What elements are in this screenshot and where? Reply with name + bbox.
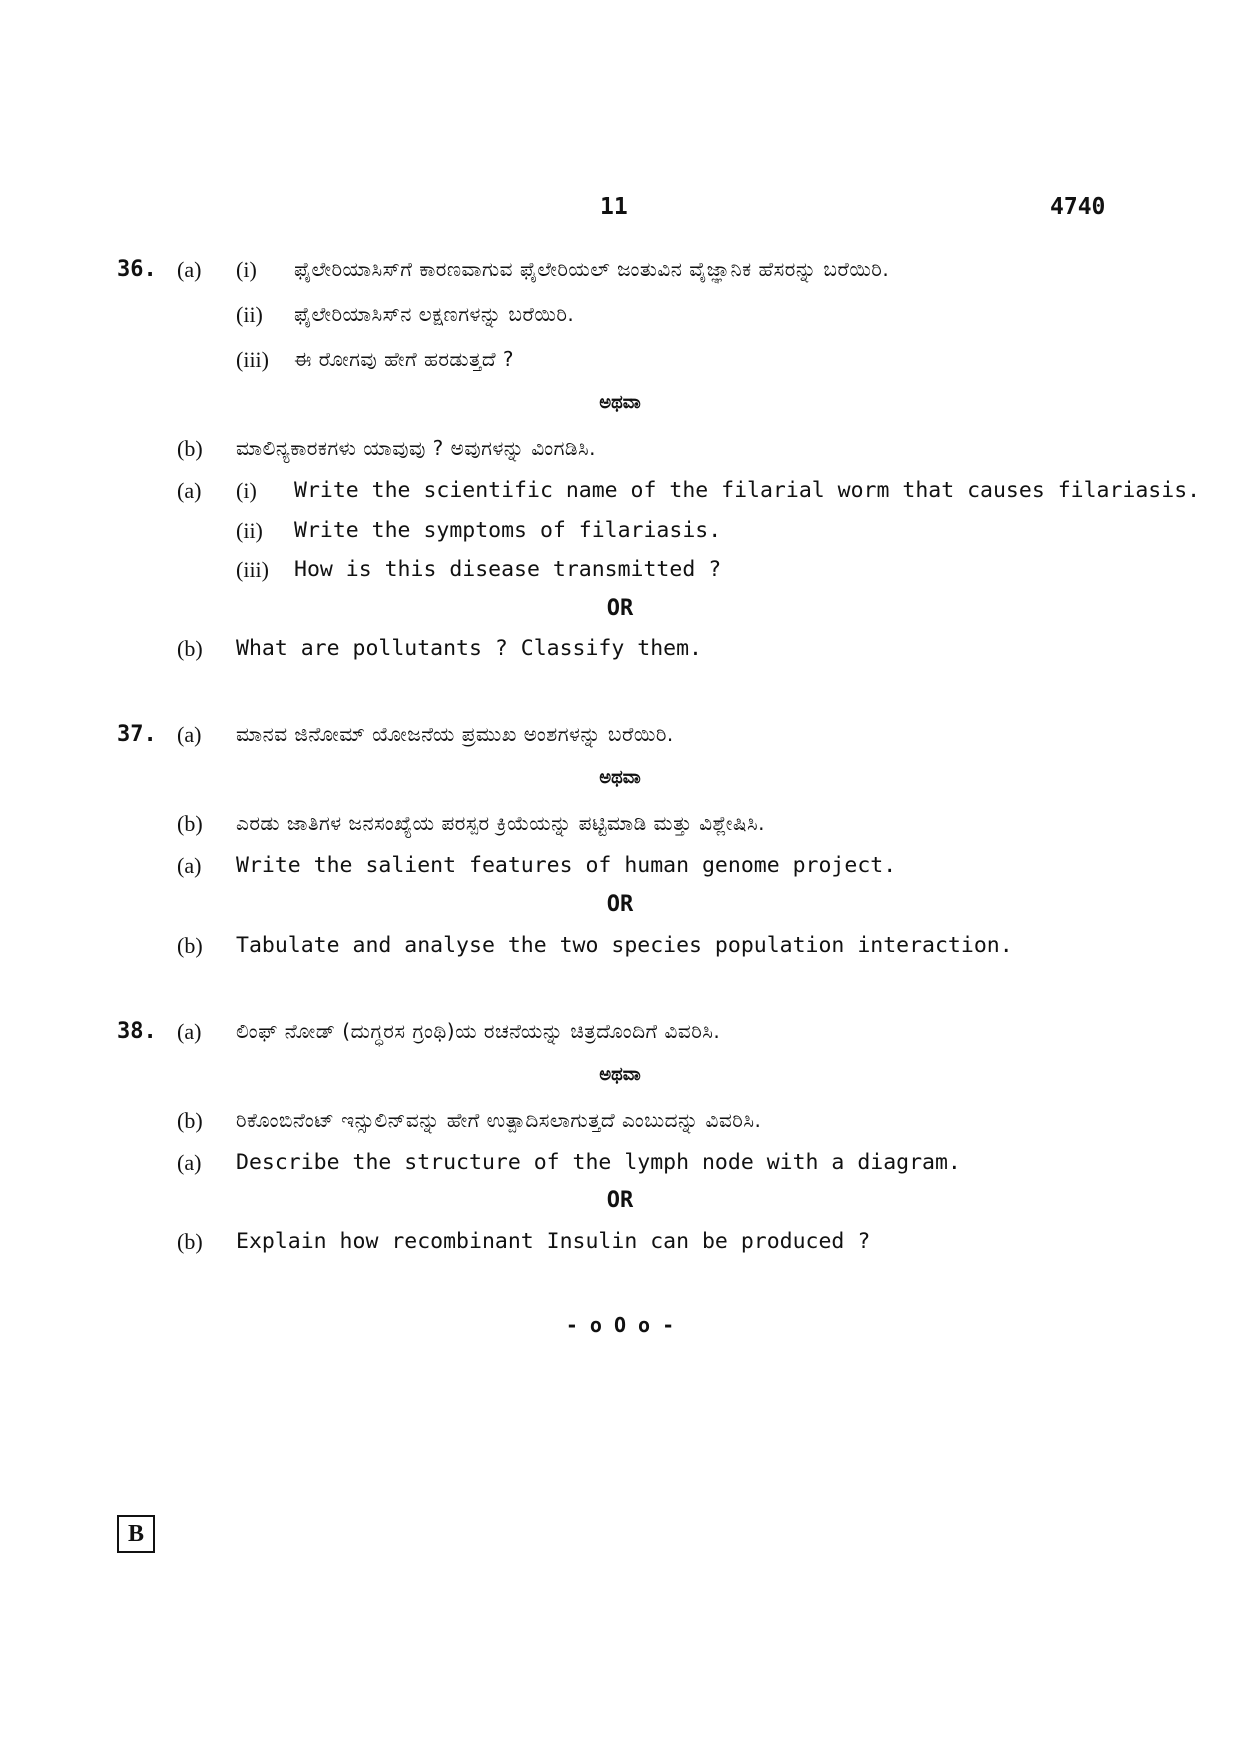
part-b-label: (b) bbox=[177, 1229, 203, 1254]
part-b-label: (b) bbox=[177, 436, 203, 461]
part-b-label: (b) bbox=[177, 811, 203, 836]
part-b-label: (b) bbox=[177, 933, 203, 958]
question-number: 36. bbox=[117, 257, 157, 282]
question-number: 38. bbox=[117, 1019, 157, 1044]
paper-code: 4740 bbox=[1050, 194, 1106, 220]
version-box: B bbox=[117, 1515, 155, 1553]
end-of-paper-mark: - o O o - bbox=[565, 1313, 675, 1337]
question-number: 37. bbox=[117, 722, 157, 747]
or-separator-en: OR bbox=[606, 892, 634, 917]
subpart-iii-text-en: How is this disease transmitted ? bbox=[294, 557, 722, 582]
part-a-label: (a) bbox=[177, 1019, 202, 1044]
subpart-iii-text-kn: ಈ ರೋಗವು ಹೇಗೆ ಹರಡುತ್ತದೆ ? bbox=[294, 347, 515, 371]
part-a-text-en: Describe the structure of the lymph node with a diagram. bbox=[236, 1150, 961, 1175]
subpart-iii-label: (iii) bbox=[236, 347, 269, 372]
or-separator-en: OR bbox=[606, 596, 634, 621]
part-a-label: (a) bbox=[177, 1150, 202, 1175]
part-b-label: (b) bbox=[177, 636, 203, 661]
part-b-text-kn: ಮಾಲಿನ್ಯಕಾರಕಗಳು ಯಾವುವು ? ಅವುಗಳನ್ನು ವಿಂಗಡಿಸಿ. bbox=[236, 436, 597, 460]
or-separator-kn: ಅಥವಾ bbox=[599, 392, 641, 413]
part-b-text-kn: ರಿಕೊಂಬಿನೆಂಟ್ ಇನ್ಸುಲಿನ್‌ವನ್ನು ಹೇಗೆ ಉತ್ಪಾದಿಸಲಾಗುತ್ತದೆ ಎಂಬುದನ್ನು ವಿವರಿಸಿ. bbox=[236, 1108, 762, 1132]
part-b-text-en: Explain how recombinant Insulin can be produced ? bbox=[236, 1229, 871, 1254]
part-a-label: (a) bbox=[177, 853, 202, 878]
or-separator-kn: ಅಥವಾ bbox=[599, 767, 641, 788]
part-b-text-en: Tabulate and analyse the two species population interaction. bbox=[236, 933, 1013, 958]
subpart-iii-label: (iii) bbox=[236, 557, 269, 582]
subpart-i-label: (i) bbox=[236, 257, 257, 282]
subpart-ii-label: (ii) bbox=[236, 518, 263, 543]
part-b-label: (b) bbox=[177, 1108, 203, 1133]
or-separator-en: OR bbox=[606, 1188, 634, 1213]
subpart-i-text-kn: ಫೈಲೇರಿಯಾಸಿಸ್‌ಗೆ ಕಾರಣವಾಗುವ ಫೈಲೇರಿಯಲ್ ಜಂತುವಿನ ವೈಜ್ಞಾನಿಕ ಹೆಸರನ್ನು ಬರೆಯಿರಿ. bbox=[294, 257, 890, 281]
subpart-ii-text-en: Write the symptoms of filariasis. bbox=[294, 518, 722, 543]
subpart-i-label: (i) bbox=[236, 478, 257, 503]
subpart-ii-text-kn: ಫೈಲೇರಿಯಾಸಿಸ್‌ನ ಲಕ್ಷಣಗಳನ್ನು ಬರೆಯಿರಿ. bbox=[294, 302, 575, 326]
subpart-i-text-en: Write the scientific name of the filarial worm that causes filariasis. bbox=[294, 478, 1201, 503]
or-separator-kn: ಅಥವಾ bbox=[599, 1064, 641, 1085]
subpart-ii-label: (ii) bbox=[236, 302, 263, 327]
part-b-text-kn: ಎರಡು ಜಾತಿಗಳ ಜನಸಂಖ್ಯೆಯ ಪರಸ್ಪರ ಕ್ರಿಯೆಯನ್ನು ಪಟ್ಟಿಮಾಡಿ ಮತ್ತು ವಿಶ್ಲೇಷಿಸಿ. bbox=[236, 811, 765, 835]
part-a-text-kn: ಲಿಂಫ್ ನೋಡ್ (ದುಗ್ಧರಸ ಗ್ರಂಥಿ)ಯ ರಚನೆಯನ್ನು ಚಿತ್ರದೊಂದಿಗೆ ವಿವರಿಸಿ. bbox=[236, 1019, 721, 1043]
part-a-label: (a) bbox=[177, 478, 202, 503]
part-a-text-en: Write the salient features of human genome project. bbox=[236, 853, 897, 878]
part-a-label: (a) bbox=[177, 257, 202, 282]
part-a-text-kn: ಮಾನವ ಜಿನೋಮ್ ಯೋಜನೆಯ ಪ್ರಮುಖ ಅಂಶಗಳನ್ನು ಬರೆಯಿರಿ. bbox=[236, 722, 674, 746]
page-number: 11 bbox=[600, 194, 628, 220]
part-a-label: (a) bbox=[177, 722, 202, 747]
part-b-text-en: What are pollutants ? Classify them. bbox=[236, 636, 702, 661]
